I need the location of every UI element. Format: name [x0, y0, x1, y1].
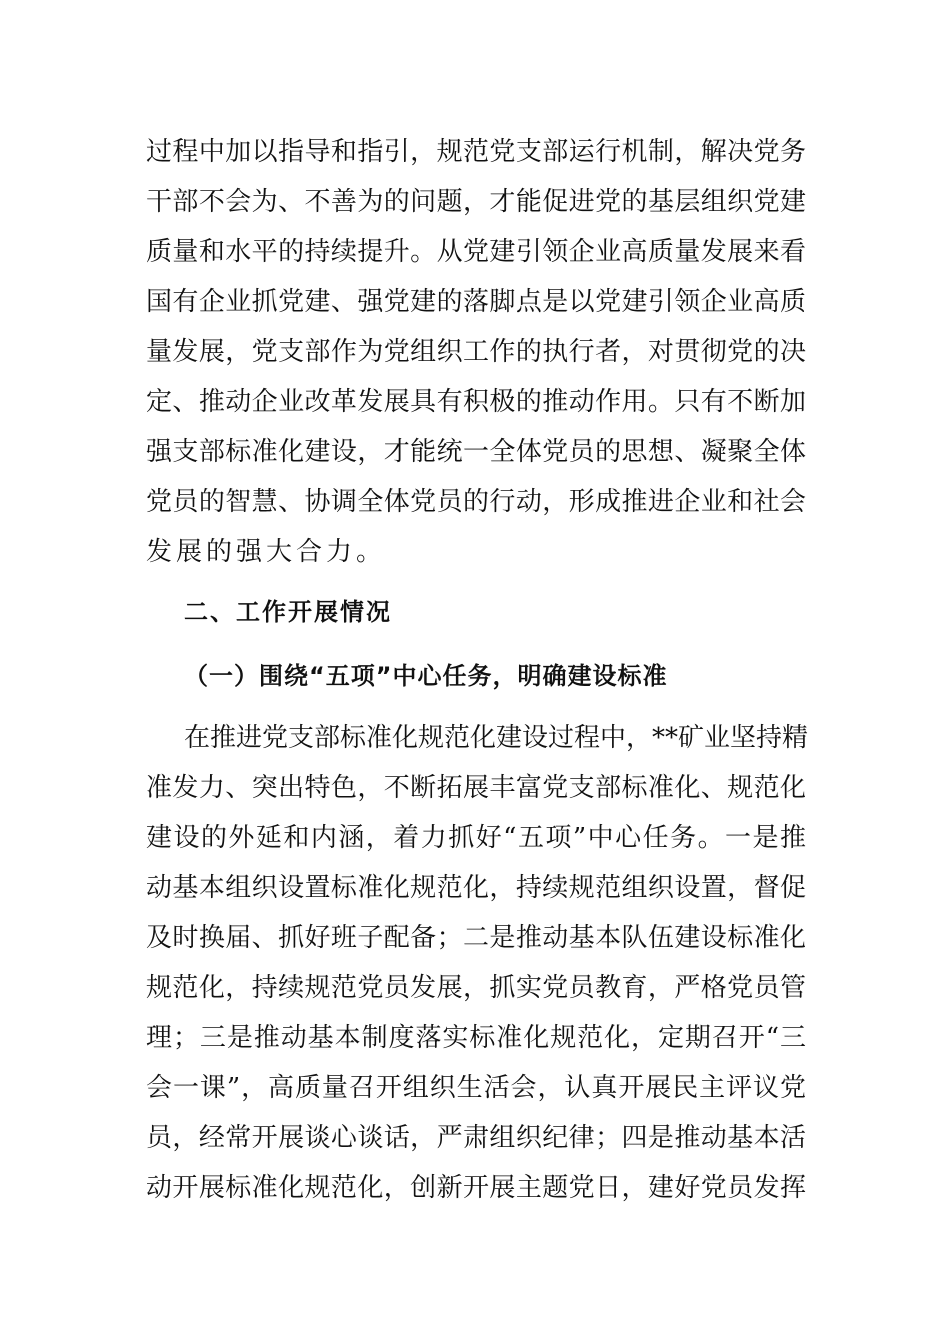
paragraph-1-line-7: 强支部标准化建设，才能统一全体党员的思想、凝聚全体 [146, 437, 806, 467]
subsection-heading: （一）围绕“五项”中心任务，明确建设标准 [184, 662, 668, 690]
paragraph-2-line-6: 规范化，持续规范党员发展，抓实党员教育，严格党员管 [146, 973, 806, 1003]
paragraph-2-line-7: 理；三是推动基本制度落实标准化规范化，定期召开“三 [146, 1023, 806, 1053]
section-heading: 二、工作开展情况 [184, 598, 392, 626]
paragraph-1-line-9: 发展的强大合力。 [146, 537, 387, 567]
paragraph-2-line-3: 建设的外延和内涵，着力抓好“五项”中心任务。一是推 [146, 823, 806, 853]
paragraph-1-line-8: 党员的智慧、协调全体党员的行动，形成推进企业和社会 [146, 487, 806, 517]
paragraph-2-line-1: 在推进党支部标准化规范化建设过程中，**矿业坚持精 [184, 723, 809, 753]
paragraph-2-line-4: 动基本组织设置标准化规范化，持续规范组织设置，督促 [146, 873, 806, 903]
paragraph-1-line-2: 干部不会为、不善为的问题，才能促进党的基层组织党建 [146, 187, 806, 217]
paragraph-2-line-2: 准发力、突出特色，不断拓展丰富党支部标准化、规范化 [146, 773, 806, 803]
paragraph-2-line-10: 动开展标准化规范化，创新开展主题党日，建好党员发挥 [146, 1173, 806, 1203]
paragraph-1-line-4: 国有企业抓党建、强党建的落脚点是以党建引领企业高质 [146, 287, 806, 317]
paragraph-1-line-5: 量发展，党支部作为党组织工作的执行者，对贯彻党的决 [146, 337, 806, 367]
paragraph-1-line-1: 过程中加以指导和指引，规范党支部运行机制，解决党务 [146, 137, 806, 167]
paragraph-1-line-3: 质量和水平的持续提升。从党建引领企业高质量发展来看 [146, 237, 806, 267]
paragraph-2-line-9: 员，经常开展谈心谈话，严肃组织纪律；四是推动基本活 [146, 1123, 806, 1153]
paragraph-2-line-8: 会一课”，高质量召开组织生活会，认真开展民主评议党 [146, 1073, 806, 1103]
paragraph-1-line-6: 定、推动企业改革发展具有积极的推动作用。只有不断加 [146, 387, 806, 417]
paragraph-2-line-5: 及时换届、抓好班子配备；二是推动基本队伍建设标准化 [146, 923, 806, 953]
